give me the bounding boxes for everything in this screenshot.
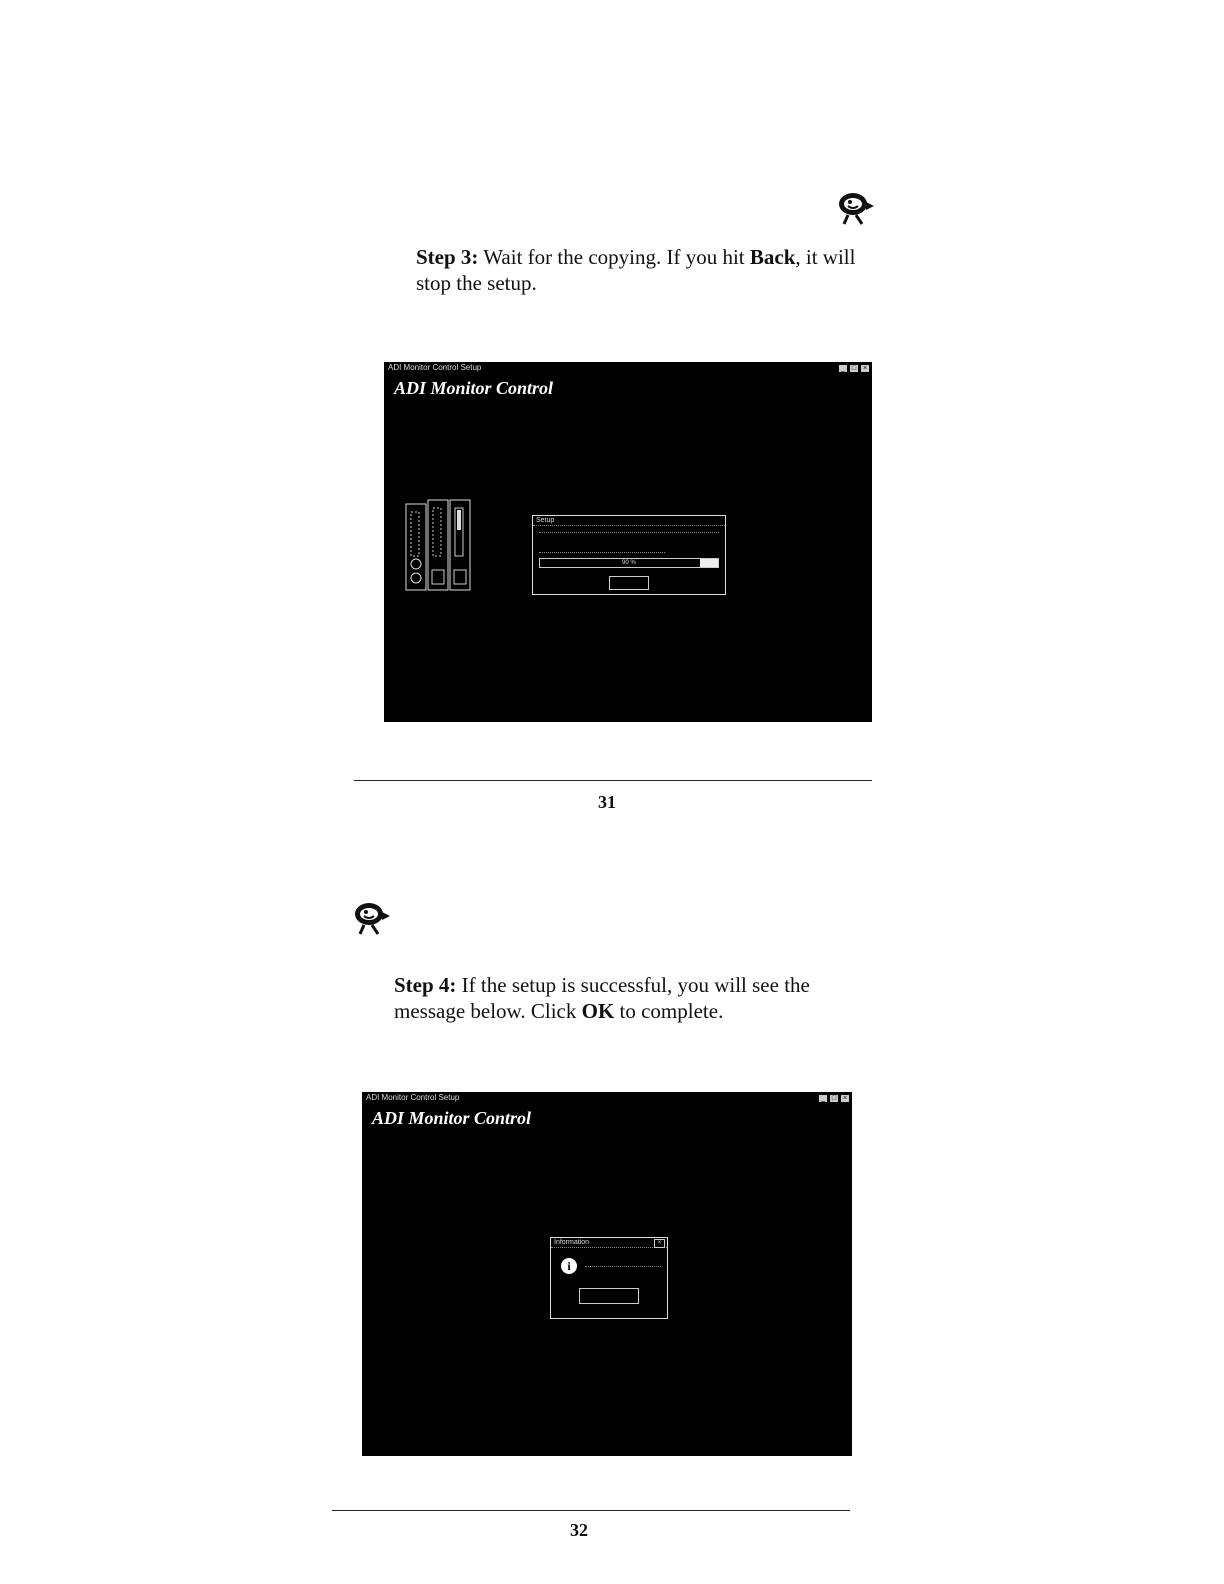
window-title: ADI Monitor Control Setup	[388, 363, 482, 372]
info-icon: i	[561, 1258, 577, 1274]
page-number: 31	[598, 792, 616, 812]
step4-text-end: to complete.	[614, 999, 724, 1023]
close-icon[interactable]: ×	[654, 1239, 665, 1248]
step3-back-emphasis: Back	[749, 245, 796, 269]
ok-button[interactable]	[579, 1288, 639, 1304]
close-icon[interactable]: ×	[860, 364, 870, 373]
minimize-icon[interactable]: _	[838, 364, 848, 373]
step3-text-end: , it will stop the setup.	[416, 245, 856, 295]
app-title: ADI Monitor Control	[372, 1108, 532, 1128]
close-icon[interactable]: ×	[840, 1094, 850, 1103]
progress-bar	[539, 558, 719, 568]
setup-screenshot-complete	[362, 1092, 852, 1456]
minimize-icon[interactable]: _	[818, 1094, 828, 1103]
mascot-icon	[836, 188, 876, 228]
maximize-icon[interactable]: □	[829, 1094, 839, 1103]
setup-dialog	[532, 515, 726, 595]
window-title: ADI Monitor Control Setup	[366, 1093, 460, 1102]
window-title-bar	[384, 362, 872, 374]
cancel-button[interactable]	[609, 576, 649, 590]
step4-text: If the setup is successful, you will see the message below. Click	[394, 973, 810, 1023]
step3-paragraph	[416, 244, 886, 296]
dialog-text-line	[539, 532, 719, 533]
window-controls	[838, 364, 870, 373]
mascot-icon	[352, 898, 392, 938]
progress-text: 90 %	[622, 560, 636, 566]
page-rule	[354, 780, 872, 781]
maximize-icon[interactable]: □	[849, 364, 859, 373]
monitor-control-panel-graphic	[404, 498, 472, 594]
information-dialog	[550, 1237, 668, 1319]
step4-label: Step 4:	[394, 973, 457, 997]
step4-paragraph	[394, 972, 864, 1024]
step4-ok-emphasis: OK	[581, 999, 615, 1023]
information-dialog-title-text: Information	[554, 1239, 590, 1246]
setup-screenshot-progress	[384, 362, 872, 722]
setup-dialog-title: Setup	[533, 516, 725, 526]
page-number: 32	[570, 1520, 588, 1540]
window-controls	[818, 1094, 850, 1103]
step3-text: Wait for the copying. If you hit	[478, 245, 750, 269]
dialog-text-line	[585, 1266, 661, 1267]
app-title: ADI Monitor Control	[394, 378, 554, 398]
information-dialog-title	[551, 1238, 667, 1248]
page-rule	[332, 1510, 850, 1511]
dialog-text-line	[539, 552, 665, 553]
step3-label: Step 3:	[416, 245, 479, 269]
window-title-bar	[362, 1092, 852, 1104]
